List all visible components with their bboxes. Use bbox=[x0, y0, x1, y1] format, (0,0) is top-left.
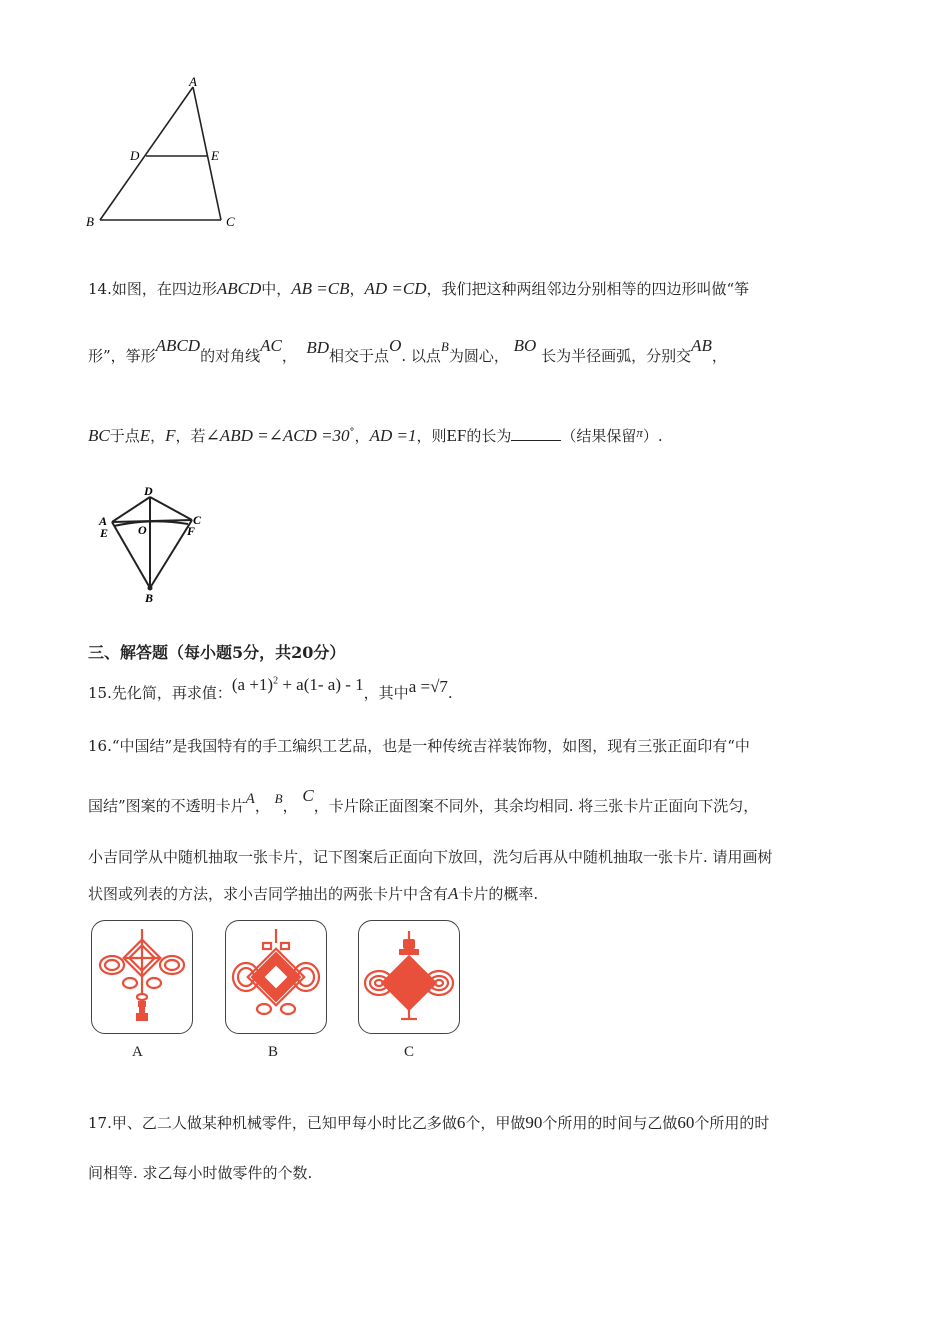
chinese-knot-b-icon bbox=[226, 921, 326, 1033]
side-dc bbox=[150, 497, 192, 520]
card-c-label: C bbox=[404, 1044, 415, 1060]
label-d: D bbox=[144, 484, 153, 498]
q14-line-2: 形”，筝形ABCD的对角线AC， BD相交于点O. 以点B为圆心， BO 长为半径画弧，分别交AB， bbox=[88, 336, 727, 365]
q17-line-2: 间相等. 求乙每小时做零件的个数. bbox=[88, 1164, 313, 1182]
chinese-knot-c-icon bbox=[359, 921, 459, 1033]
side-ab bbox=[100, 87, 193, 220]
q14-line-3: BC于点E，F，若∠ABD =∠ACD =30°，AD =1，则EF的长为 （结果保留π）. bbox=[88, 425, 663, 445]
label-e: E bbox=[100, 526, 109, 540]
side-da bbox=[112, 497, 150, 522]
label-e: E bbox=[211, 148, 219, 163]
label-d: D bbox=[130, 148, 140, 163]
label-b: B bbox=[86, 214, 94, 229]
label-o: O bbox=[138, 523, 147, 537]
q16-line-3: 小吉同学从中随机抽取一张卡片，记下图案后正面向下放回，洗匀后再从中随机抽取一张卡片. 请用画树 bbox=[88, 848, 773, 866]
answer-blank bbox=[511, 426, 561, 441]
section-3-title: 三、解答题（每小题5分，共20分） bbox=[88, 643, 346, 662]
card-b-label: B bbox=[268, 1044, 279, 1060]
label-b: B bbox=[145, 591, 154, 605]
q16-line-2: 国结”图案的不透明卡片A， B， C，卡片除正面图案不同外，其余均相同. 将三张卡片正面向下洗匀， bbox=[88, 786, 759, 815]
q15-line: 15.先化简，再求值：$(a +1)^2 + a(1-$ a) - 1，其中a =√7. bbox=[88, 675, 453, 702]
q14-line-1: 14.如图，在四边形ABCD中，AB =CB，AD =CD，我们把这种两组邻边分别相等的四边形叫做“筝 bbox=[88, 279, 750, 298]
kite-figure bbox=[92, 480, 212, 605]
label-f: F bbox=[187, 524, 196, 538]
side-cb bbox=[150, 520, 192, 588]
label-c: C bbox=[226, 214, 235, 229]
card-c bbox=[358, 920, 460, 1034]
label-c: C bbox=[193, 513, 202, 527]
q16-line-1: 16.“中国结”是我国特有的手工编织工艺品，也是一种传统吉祥装饰物，如图，现有三张正面印有“中 bbox=[88, 737, 750, 755]
triangle-figure bbox=[80, 72, 250, 237]
label-a: A bbox=[189, 74, 197, 89]
card-a-label: A bbox=[132, 1044, 143, 1060]
q17-line-1: 17.甲、乙二人做某种机械零件，已知甲每小时比乙多做6个，甲做90个所用的时间与乙做60个所用的时 bbox=[88, 1113, 770, 1132]
card-a bbox=[91, 920, 193, 1034]
chinese-knot-a-icon bbox=[92, 921, 192, 1033]
q16-line-4: 状图或列表的方法，求小吉同学抽出的两张卡片中含有A卡片的概率. bbox=[88, 884, 539, 903]
label-a: A bbox=[99, 514, 108, 528]
card-b bbox=[225, 920, 327, 1034]
